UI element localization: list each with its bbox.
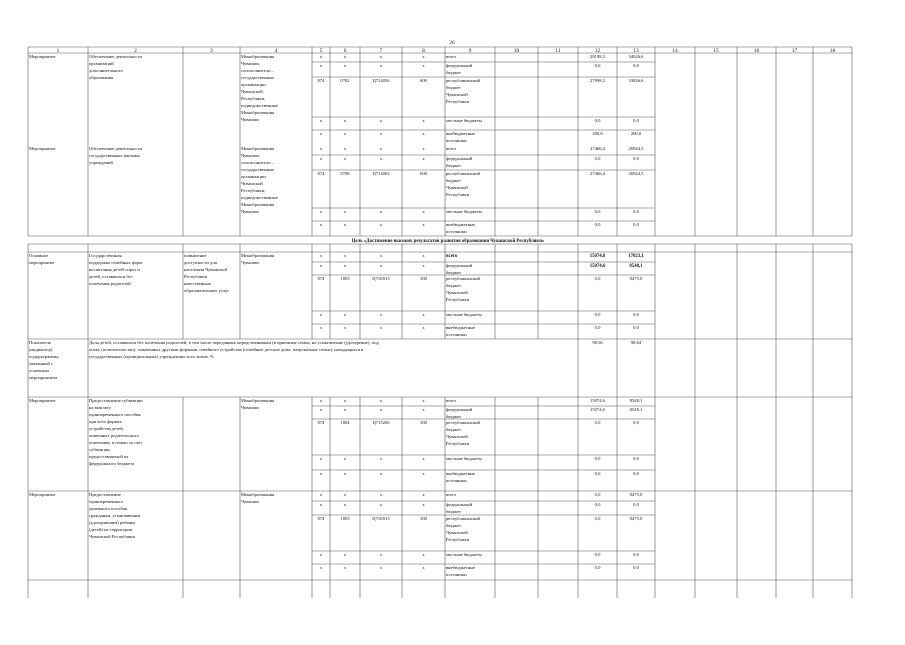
executor-text: государственные bbox=[241, 75, 275, 80]
placeholder-x: x bbox=[422, 131, 425, 136]
event-name: Предоставление bbox=[89, 492, 121, 497]
placeholder-x: x bbox=[422, 471, 425, 476]
funding-source: источники bbox=[446, 478, 467, 483]
funding-source: всего bbox=[446, 54, 457, 59]
placeholder-x: x bbox=[379, 325, 383, 330]
executor-text: Чувашии bbox=[241, 260, 259, 265]
value-cell: 0,0 bbox=[594, 565, 601, 570]
funding-source: республиканский bbox=[446, 171, 481, 176]
task-text: повышение bbox=[184, 253, 207, 258]
placeholder-x: x bbox=[422, 63, 425, 68]
funding-source: внебюджетные bbox=[446, 565, 476, 570]
budget-code: Ц714063 bbox=[372, 171, 390, 176]
budget-code: Ц71Е015 bbox=[372, 276, 390, 281]
indicator-label: увязанный с bbox=[29, 361, 54, 366]
value-cell: 0,0 bbox=[633, 565, 639, 570]
funding-source: источники bbox=[446, 572, 467, 577]
funding-source: всего bbox=[446, 398, 457, 403]
value-cell: 27466,4 bbox=[590, 171, 605, 176]
placeholder-x: x bbox=[319, 407, 323, 412]
funding-source: бюджет bbox=[446, 85, 462, 90]
value-cell: 200,0 bbox=[592, 131, 603, 136]
value-cell: 0,0 bbox=[594, 552, 601, 557]
funding-source: местные бюджеты bbox=[446, 552, 482, 557]
budget-code: 874 bbox=[317, 276, 325, 281]
task-text: Республики bbox=[184, 274, 208, 279]
budget-code: 0702 bbox=[340, 78, 350, 83]
placeholder-x: x bbox=[422, 312, 425, 317]
placeholder-x: x bbox=[343, 156, 347, 161]
funding-source: внебюджетные bbox=[446, 325, 476, 330]
value-cell: 0,0 bbox=[594, 420, 601, 425]
funding-source: федеральный bbox=[446, 407, 473, 412]
placeholder-x: x bbox=[319, 209, 323, 214]
value-cell: 0,0 bbox=[633, 471, 639, 476]
executor-text: Минобразования bbox=[241, 202, 275, 207]
event-name: единовременного пособия bbox=[89, 412, 141, 417]
funding-source: местные бюджеты bbox=[446, 456, 482, 461]
funding-source: бюджет bbox=[446, 523, 462, 528]
goal-heading: Цель «Достижение высоких результатов развития образования Чувашской Республики» bbox=[351, 239, 545, 244]
funding-source: источники bbox=[446, 138, 467, 143]
funding-source: Республики bbox=[446, 537, 470, 542]
placeholder-x: x bbox=[379, 253, 383, 258]
value-cell: 0,0 bbox=[633, 312, 639, 317]
value-cell: 0,0 bbox=[594, 456, 601, 461]
placeholder-x: x bbox=[422, 552, 425, 557]
funding-source: федеральный bbox=[446, 63, 473, 68]
executor-text: соисполнители – bbox=[241, 68, 274, 73]
event-name: попечения, в семью за счет bbox=[89, 440, 143, 445]
event-name: попечения родителей bbox=[89, 281, 131, 286]
placeholder-x: x bbox=[343, 407, 347, 412]
placeholder-x: x bbox=[379, 492, 383, 497]
column-number: 6 bbox=[343, 48, 347, 54]
indicator-text: опеку (попечительство), охваченных другими формами семейного устройства (семейные детские дома, патронатные семьи), находящихся в bbox=[89, 347, 364, 352]
event-name: (детей) на территории bbox=[89, 527, 133, 532]
column-number: 9 bbox=[468, 48, 472, 54]
event-name: (удочерившим) ребенка bbox=[89, 520, 136, 525]
placeholder-x: x bbox=[319, 492, 323, 497]
executor-text: Республики, bbox=[241, 188, 266, 193]
indicator-label: подпрограммы, bbox=[29, 354, 60, 359]
executor-text: Минобразования bbox=[241, 146, 275, 151]
placeholder-x: x bbox=[422, 118, 425, 123]
budget-code: 874 bbox=[317, 171, 325, 176]
budget-code: Ц714056 bbox=[372, 78, 390, 83]
indicator-value: 98,64 bbox=[630, 340, 642, 345]
value-cell: 15074,6 bbox=[589, 254, 606, 259]
placeholder-x: x bbox=[343, 263, 347, 268]
event-label: Мероприятие bbox=[29, 492, 56, 497]
value-cell: 0,0 bbox=[594, 156, 601, 161]
value-cell: 34026,6 bbox=[628, 54, 644, 59]
funding-source: внебюджетные bbox=[446, 471, 476, 476]
placeholder-x: x bbox=[379, 131, 383, 136]
funding-source: республиканский bbox=[446, 516, 481, 521]
budget-code: 600 bbox=[420, 171, 427, 176]
placeholder-x: x bbox=[319, 118, 323, 123]
value-cell: 0,0 bbox=[633, 325, 639, 330]
value-cell: 0,0 bbox=[594, 471, 601, 476]
column-number: 15 bbox=[713, 48, 719, 54]
placeholder-x: x bbox=[319, 253, 323, 258]
value-cell: 33826,6 bbox=[628, 78, 644, 83]
value-cell: 8475,0 bbox=[629, 276, 643, 281]
funding-source: бюджет bbox=[446, 283, 462, 288]
placeholder-x: x bbox=[319, 222, 323, 227]
event-label: Мероприятие bbox=[29, 398, 56, 403]
placeholder-x: x bbox=[343, 222, 347, 227]
value-cell: 0,0 bbox=[594, 222, 601, 227]
funding-source: всего bbox=[446, 254, 458, 259]
event-name: субвенции, bbox=[89, 447, 111, 452]
placeholder-x: x bbox=[319, 325, 323, 330]
executor-text: Минобразования bbox=[241, 492, 275, 497]
executor-text: Минобразования bbox=[241, 398, 275, 403]
budget-code: 500 bbox=[420, 516, 427, 521]
indicator-text: Доля детей, оставшихся без попечения родителей, в том числе переданных неродственникам (в приемные семьи, на усыновление (удочерение), под bbox=[89, 340, 379, 345]
value-cell: 8548,1 bbox=[629, 407, 643, 412]
placeholder-x: x bbox=[422, 565, 425, 570]
funding-source: всего bbox=[446, 146, 457, 151]
value-cell: 28198,2 bbox=[590, 54, 605, 59]
funding-source: источники bbox=[446, 229, 467, 234]
funding-source: бюджет bbox=[446, 414, 462, 419]
budget-code: 874 bbox=[317, 78, 325, 83]
funding-source: Чувашской bbox=[446, 92, 468, 97]
funding-source: федеральный bbox=[446, 263, 473, 268]
value-cell: 15074,6 bbox=[590, 398, 605, 403]
placeholder-x: x bbox=[422, 209, 425, 214]
placeholder-x: x bbox=[379, 263, 383, 268]
main-event-label: Основное bbox=[29, 253, 49, 258]
event-name: Обеспечение деятельности bbox=[89, 146, 142, 151]
executor-text: Чувашии bbox=[241, 117, 259, 122]
placeholder-x: x bbox=[343, 398, 347, 403]
event-name: федерального бюджета bbox=[89, 461, 135, 466]
value-cell: 8475,0 bbox=[629, 516, 643, 521]
column-number: 14 bbox=[672, 48, 678, 54]
column-number: 2 bbox=[134, 48, 137, 54]
budget-code: 874 bbox=[317, 420, 325, 425]
funding-source: бюджет bbox=[446, 509, 462, 514]
funding-source: бюджет bbox=[446, 427, 462, 432]
funding-source: бюджет bbox=[446, 163, 462, 168]
executor-text: Минобразования bbox=[241, 110, 275, 115]
placeholder-x: x bbox=[379, 407, 383, 412]
value-cell: 0,0 bbox=[633, 502, 639, 507]
indicator-value: 98,56 bbox=[592, 340, 603, 345]
executor-text: Чувашской bbox=[241, 181, 263, 186]
funding-source: республиканский bbox=[446, 78, 481, 83]
executor-text: подведомственные bbox=[241, 195, 278, 200]
column-number: 8 bbox=[422, 48, 425, 54]
event-name: денежного пособия bbox=[89, 506, 128, 511]
value-cell: 0,0 bbox=[633, 456, 639, 461]
event-name: образования bbox=[89, 75, 114, 80]
placeholder-x: x bbox=[379, 146, 383, 151]
placeholder-x: x bbox=[343, 146, 347, 151]
executor-text: Республики, bbox=[241, 96, 266, 101]
column-number: 7 bbox=[379, 48, 383, 54]
funding-source: местные бюджеты bbox=[446, 312, 482, 317]
placeholder-x: x bbox=[422, 263, 425, 268]
column-number: 13 bbox=[633, 48, 639, 54]
budget-code: 500 bbox=[420, 276, 427, 281]
executor-text: Чувашии bbox=[241, 405, 259, 410]
funding-source: источники bbox=[446, 332, 467, 337]
funding-source: местные бюджеты bbox=[446, 118, 482, 123]
funding-source: местные бюджеты bbox=[446, 209, 482, 214]
value-cell: 0,0 bbox=[633, 552, 639, 557]
executor-text: организации bbox=[241, 174, 266, 179]
placeholder-x: x bbox=[422, 253, 425, 258]
placeholder-x: x bbox=[422, 54, 425, 59]
placeholder-x: x bbox=[422, 222, 425, 227]
placeholder-x: x bbox=[343, 63, 347, 68]
value-cell: 0,0 bbox=[633, 222, 639, 227]
executor-text: Минобразования bbox=[241, 253, 275, 258]
funding-source: внебюджетные bbox=[446, 131, 476, 136]
placeholder-x: x bbox=[379, 63, 383, 68]
value-cell: 8475,0 bbox=[629, 492, 643, 497]
value-cell: 27466,4 bbox=[590, 146, 605, 151]
value-cell: 0,0 bbox=[594, 63, 601, 68]
placeholder-x: x bbox=[319, 54, 323, 59]
funding-source: Республики bbox=[446, 99, 470, 104]
value-cell: 27998,2 bbox=[590, 78, 605, 83]
placeholder-x: x bbox=[379, 502, 383, 507]
placeholder-x: x bbox=[319, 398, 323, 403]
value-cell: 0,0 bbox=[594, 118, 601, 123]
placeholder-x: x bbox=[379, 565, 383, 570]
value-cell: 0,0 bbox=[594, 312, 601, 317]
placeholder-x: x bbox=[379, 54, 383, 59]
placeholder-x: x bbox=[319, 565, 323, 570]
executor-text: Чувашии bbox=[241, 209, 259, 214]
placeholder-x: x bbox=[379, 222, 383, 227]
funding-source: республиканский bbox=[446, 420, 481, 425]
event-name: при всех формах bbox=[89, 419, 122, 424]
placeholder-x: x bbox=[319, 456, 323, 461]
executor-text: Чувашии bbox=[241, 499, 259, 504]
executor-text: Чувашии, bbox=[241, 61, 261, 66]
column-number: 3 bbox=[210, 48, 213, 54]
value-cell: 0,0 bbox=[594, 492, 601, 497]
placeholder-x: x bbox=[319, 263, 323, 268]
indicator-label: Показатель bbox=[29, 340, 51, 345]
funding-source: Чувашской bbox=[446, 434, 468, 439]
column-number: 11 bbox=[555, 48, 561, 54]
placeholder-x: x bbox=[343, 552, 347, 557]
placeholder-x: x bbox=[379, 471, 383, 476]
executor-text: Чувашии, bbox=[241, 153, 261, 158]
executor-text: Минобразования bbox=[241, 54, 275, 59]
event-name: государственных научных bbox=[89, 153, 141, 158]
event-name: учреждений bbox=[89, 160, 113, 165]
value-cell: 15074,6 bbox=[590, 407, 605, 412]
budget-code: 1003 bbox=[340, 516, 350, 521]
column-number: 10 bbox=[513, 48, 520, 54]
value-cell: 200,0 bbox=[630, 131, 642, 136]
funding-source: Чувашской bbox=[446, 530, 468, 535]
event-name: Предоставление субвенции bbox=[89, 398, 143, 403]
value-cell: 0,0 bbox=[594, 325, 601, 330]
budget-code: 1004 bbox=[340, 420, 350, 425]
placeholder-x: x bbox=[422, 398, 425, 403]
event-name: организаций bbox=[89, 61, 114, 66]
placeholder-x: x bbox=[422, 492, 425, 497]
funding-source: Чувашской bbox=[446, 185, 468, 190]
page-number: 26 bbox=[449, 40, 455, 46]
task-text: образовательных услуг bbox=[184, 288, 230, 293]
placeholder-x: x bbox=[319, 156, 323, 161]
placeholder-x: x bbox=[343, 253, 347, 258]
placeholder-x: x bbox=[343, 456, 347, 461]
placeholder-x: x bbox=[319, 312, 323, 317]
column-number: 12 bbox=[594, 48, 601, 54]
event-name: Государственная bbox=[89, 253, 122, 258]
event-name: единовременного bbox=[89, 499, 124, 504]
placeholder-x: x bbox=[422, 456, 425, 461]
placeholder-x: x bbox=[319, 502, 323, 507]
value-cell: 0,0 bbox=[594, 516, 601, 521]
placeholder-x: x bbox=[343, 312, 347, 317]
value-cell: 8548,1 bbox=[629, 264, 643, 269]
value-cell: 0,0 bbox=[633, 63, 639, 68]
funding-source: Чувашской bbox=[446, 290, 468, 295]
budget-code: 0708 bbox=[340, 171, 350, 176]
placeholder-x: x bbox=[379, 398, 383, 403]
placeholder-x: x bbox=[343, 502, 347, 507]
funding-source: бюджет bbox=[446, 270, 462, 275]
column-number: 5 bbox=[319, 48, 323, 54]
column-number: 17 bbox=[791, 48, 798, 54]
placeholder-x: x bbox=[343, 325, 347, 330]
value-cell: 26944,5 bbox=[628, 146, 644, 151]
funding-source: республиканский bbox=[446, 276, 481, 281]
indicator-label: (индикатор) bbox=[29, 347, 53, 352]
placeholder-x: x bbox=[422, 146, 425, 151]
task-text: доступности для bbox=[184, 260, 217, 265]
placeholder-x: x bbox=[343, 131, 347, 136]
placeholder-x: x bbox=[422, 156, 425, 161]
placeholder-x: x bbox=[379, 209, 383, 214]
event-name: дополнительного bbox=[89, 68, 123, 73]
funding-source: Республики bbox=[446, 441, 470, 446]
value-cell: 0,0 bbox=[594, 276, 601, 281]
indicator-label: основным bbox=[29, 368, 49, 373]
event-label: Мероприятие bbox=[29, 54, 56, 59]
placeholder-x: x bbox=[379, 456, 383, 461]
placeholder-x: x bbox=[319, 63, 323, 68]
value-cell: 26944,5 bbox=[628, 171, 644, 176]
value-cell: 15074,6 bbox=[589, 264, 606, 269]
budget-code: Ц715260 bbox=[372, 420, 390, 425]
placeholder-x: x bbox=[319, 552, 323, 557]
funding-source: бюджет bbox=[446, 178, 462, 183]
value-cell: 17023,1 bbox=[628, 254, 644, 259]
event-name: лишенных родительского bbox=[89, 433, 139, 438]
task-text: качественных bbox=[184, 281, 212, 286]
placeholder-x: x bbox=[343, 118, 347, 123]
placeholder-x: x bbox=[319, 131, 323, 136]
placeholder-x: x bbox=[343, 492, 347, 497]
value-cell: 0,0 bbox=[633, 118, 639, 123]
placeholder-x: x bbox=[422, 407, 425, 412]
value-cell: 0,0 bbox=[633, 420, 639, 425]
placeholder-x: x bbox=[343, 209, 347, 214]
event-name: детей, оставшихся без bbox=[89, 274, 133, 279]
placeholder-x: x bbox=[379, 312, 383, 317]
funding-source: Республики bbox=[446, 297, 470, 302]
funding-source: бюджет bbox=[446, 70, 462, 75]
funding-source: внебюджетные bbox=[446, 222, 476, 227]
funding-source: всего bbox=[446, 492, 457, 497]
column-number: 16 bbox=[753, 48, 760, 54]
placeholder-x: x bbox=[379, 552, 383, 557]
event-name: поддержка семейных форм bbox=[89, 260, 143, 265]
event-name: Обеспечение деятельности bbox=[89, 54, 142, 59]
placeholder-x: x bbox=[319, 146, 323, 151]
funding-source: Республики bbox=[446, 192, 470, 197]
budget-code: 500 bbox=[420, 420, 427, 425]
placeholder-x: x bbox=[343, 471, 347, 476]
executor-text: государственные bbox=[241, 167, 275, 172]
value-cell: 0,0 bbox=[633, 209, 639, 214]
event-name: воспитания детей-сирот и bbox=[89, 267, 140, 272]
column-number: 1 bbox=[56, 48, 60, 54]
placeholder-x: x bbox=[343, 54, 347, 59]
task-text: населения Чувашской bbox=[184, 267, 227, 272]
executor-text: подведомственные bbox=[241, 103, 278, 108]
placeholder-x: x bbox=[379, 118, 383, 123]
budget-code: Ц71Е015 bbox=[372, 516, 390, 521]
value-cell: 0,0 bbox=[594, 209, 601, 214]
event-name: устройства детей, bbox=[89, 426, 124, 431]
funding-source: федеральный bbox=[446, 156, 473, 161]
value-cell: 0,0 bbox=[633, 156, 639, 161]
executor-text: соисполнители – bbox=[241, 160, 274, 165]
value-cell: 8548,1 bbox=[629, 398, 643, 403]
event-name: предоставляемой из bbox=[89, 454, 129, 459]
funding-source: федеральный bbox=[446, 502, 473, 507]
main-event-label: мероприятие bbox=[29, 260, 55, 265]
budget-code: 874 bbox=[317, 516, 325, 521]
indicator-label: мероприятием bbox=[29, 375, 58, 380]
column-number: 18 bbox=[829, 48, 836, 54]
event-name: гражданам, усыновившим bbox=[89, 513, 141, 518]
indicator-text: государственных (муниципальных) учреждениях всех типов, % bbox=[89, 354, 214, 359]
placeholder-x: x bbox=[422, 502, 425, 507]
placeholder-x: x bbox=[319, 471, 323, 476]
event-name: Чувашской Республики bbox=[89, 534, 135, 539]
column-number: 4 bbox=[274, 48, 278, 54]
budget-code: 600 bbox=[420, 78, 427, 83]
placeholder-x: x bbox=[422, 325, 425, 330]
event-label: Мероприятие bbox=[29, 146, 56, 151]
placeholder-x: x bbox=[343, 565, 347, 570]
executor-text: организации bbox=[241, 82, 266, 87]
value-cell: 0,0 bbox=[594, 502, 601, 507]
budget-code: 1003 bbox=[340, 276, 350, 281]
event-name: на выплату bbox=[89, 405, 111, 410]
placeholder-x: x bbox=[379, 156, 383, 161]
executor-text: Чувашской bbox=[241, 89, 263, 94]
